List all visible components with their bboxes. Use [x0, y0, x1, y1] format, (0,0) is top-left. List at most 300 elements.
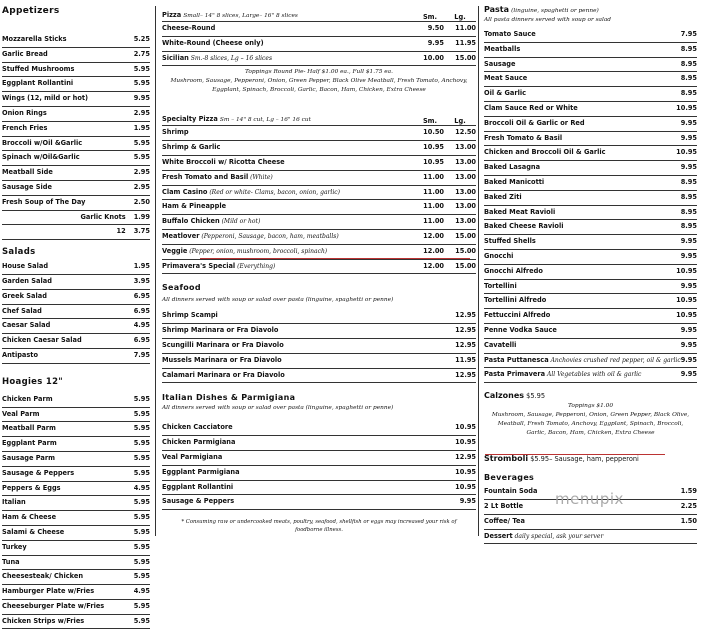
item-name: House Salad [2, 262, 49, 271]
item-name-wrap [484, 339, 667, 353]
pasta-row [484, 191, 697, 206]
item-name: Spinach w/Oil&Garlic [2, 153, 80, 162]
item-price: 12.95 [455, 340, 476, 349]
item-price: 1.50 [680, 516, 697, 525]
item-name: Ham & Cheese [2, 513, 57, 522]
item-price: 5.95 [133, 542, 150, 551]
item-name: Fresh Tomato & Basil [484, 133, 563, 142]
disclaimer: * Consuming raw or undercooked meats, poultry, seafood, shellfish or eggs may increased your risk of foodborne illness. [181, 519, 457, 534]
specialty-row [162, 215, 476, 230]
item-price: 5.95 [133, 513, 150, 522]
item-name-wrap [484, 161, 667, 175]
item-price: 8.95 [680, 177, 697, 186]
item-name: Stuffed Mushrooms [2, 64, 75, 73]
item-price: 8.95 [680, 44, 697, 53]
pasta-row [484, 43, 697, 58]
item-price-small: 9.50 [427, 24, 444, 32]
item-name: Turkey [2, 542, 27, 551]
item-name-wrap [484, 265, 667, 279]
item-name: Salami & Cheese [2, 527, 65, 536]
item-name-wrap [2, 305, 122, 319]
item-name: Peppers & Eggs [2, 483, 61, 492]
item-price: 8.95 [680, 89, 697, 98]
garlic-knots-12-row [2, 225, 150, 240]
italian-row [162, 495, 476, 510]
item-name: Baked Meat Ravioli [484, 207, 556, 216]
pasta-row [484, 28, 697, 43]
hoagie-row [2, 452, 150, 467]
item-price: 4.95 [133, 321, 150, 330]
item-note: (Pepperoni, Sausage, bacon, ham, meatballs) [199, 232, 339, 240]
item-name: Calamari Marinara or Fra Diavolo [162, 370, 285, 379]
item-price: 4.95 [133, 483, 150, 492]
specialty-row [162, 126, 476, 141]
item-price: 12.95 [455, 326, 476, 335]
salad-row [2, 334, 150, 349]
pizza-toppings-line: Toppings Round Pie- Half $1.00 ea., Full $1.75 ea. [245, 69, 393, 76]
pasta-row [484, 354, 697, 369]
item-name: Greek Salad [2, 291, 47, 300]
item-price: 8.95 [680, 222, 697, 231]
item-name: Meatball Side [2, 168, 53, 177]
item-price: 12.95 [455, 452, 476, 461]
dessert-row [484, 530, 697, 545]
right-column [484, 0, 697, 544]
item-price: 5.95 [133, 439, 150, 448]
item-name: Cavatelli [484, 340, 517, 349]
hoagie-row [2, 467, 150, 482]
item-name: Hamburger Plate w/Fries [2, 587, 95, 596]
item-name-wrap [2, 290, 122, 304]
item-price-small: 10.50 [423, 128, 444, 137]
italian-row [162, 421, 476, 436]
item-name: Cheesesteak/ Chicken [2, 572, 84, 581]
hoagies-title: Hoagies 12" [2, 376, 64, 387]
item-price: 7.95 [680, 30, 697, 38]
garlic-knots-qty: 12 [116, 227, 126, 236]
item-name-wrap [162, 436, 436, 450]
appetizer-row [2, 196, 150, 211]
item-name-wrap [162, 186, 416, 200]
item-name: Veal Parmigiana [162, 452, 223, 461]
seafood-row [162, 339, 476, 354]
item-name: Fettuccini Alfredo [484, 311, 551, 320]
item-name: Meatballs [484, 44, 521, 53]
item-name-wrap [2, 452, 122, 466]
item-name-wrap [162, 324, 436, 338]
item-price: 6.95 [133, 291, 150, 300]
item-note: (Everything) [235, 262, 276, 270]
item-name: Chef Salad [2, 306, 42, 315]
item-name: Mussels Marinara or Fra Diavolo [162, 355, 282, 364]
item-name-wrap [162, 466, 436, 480]
item-name: Wings (12, mild or hot) [2, 94, 89, 103]
item-name: Sausage & Peppers [2, 468, 75, 477]
item-price-large: 13.00 [455, 217, 476, 226]
item-name: Baked Cheese Ravioli [484, 222, 564, 231]
item-price: 9.95 [680, 355, 697, 364]
appetizer-row [2, 77, 150, 92]
item-price: 9.95 [680, 163, 697, 172]
specialty-row [162, 186, 476, 201]
item-price: 5.95 [133, 153, 150, 162]
menupix-watermark: menupix [555, 490, 624, 508]
item-name: Tuna [2, 557, 20, 566]
item-name-wrap [484, 220, 667, 234]
appetizer-row [2, 166, 150, 181]
middle-column [162, 0, 476, 534]
pasta-row [484, 324, 697, 339]
calzones-title: Calzones [484, 391, 525, 401]
pizza-header [162, 5, 476, 22]
dessert-note: daily special, ask your server [512, 532, 604, 540]
item-name: Scungilli Marinara or Fra Diavolo [162, 340, 284, 349]
item-price: 9.95 [133, 94, 150, 103]
beverages-title: Beverages [484, 473, 535, 483]
item-name-wrap [162, 369, 436, 383]
item-name-wrap [2, 570, 122, 584]
item-name-wrap [484, 146, 667, 160]
item-name-wrap [484, 28, 667, 42]
item-price-small: 12.00 [423, 246, 444, 255]
garlic-knots-label: Garlic Knots [80, 212, 126, 221]
item-name-wrap [2, 408, 122, 422]
item-name-wrap [484, 58, 667, 72]
seafood-row [162, 369, 476, 384]
hoagie-row [2, 541, 150, 556]
item-name-wrap [484, 191, 667, 205]
item-price: 10.95 [676, 266, 697, 275]
item-price: 5.95 [133, 138, 150, 147]
specialty-header [162, 109, 476, 126]
item-name-wrap [2, 496, 122, 510]
item-name: Pasta Primavera [484, 370, 546, 379]
hoagie-row [2, 600, 150, 615]
item-price-small: 10.95 [423, 143, 444, 152]
item-price: 6.95 [133, 306, 150, 315]
item-price: 1.95 [133, 262, 150, 271]
left-column [2, 0, 150, 629]
item-name: Sausage [484, 59, 516, 68]
item-name-wrap [2, 77, 122, 91]
item-name-wrap [162, 126, 416, 140]
item-name-wrap [2, 334, 122, 348]
appetizer-row [2, 181, 150, 196]
item-name-wrap [484, 87, 667, 101]
item-name: Buffalo Chicken [162, 217, 220, 226]
item-price: 10.95 [676, 311, 697, 320]
item-name-wrap [484, 235, 667, 249]
item-price: 2.95 [133, 182, 150, 191]
item-name: Shrimp & Garlic [162, 143, 221, 152]
item-name-wrap [2, 526, 122, 540]
item-name-wrap [162, 141, 416, 155]
specialty-list [162, 126, 476, 274]
pasta-row [484, 220, 697, 235]
italian-title: Italian Dishes & Parmigiana [162, 393, 296, 403]
item-price: 10.95 [455, 482, 476, 491]
item-price-large: 12.50 [455, 128, 476, 137]
item-price-large: 15.00 [455, 231, 476, 240]
item-name-wrap [2, 615, 122, 629]
dessert-label: Dessert [484, 531, 513, 540]
item-name-wrap [2, 107, 122, 121]
salad-row [2, 260, 150, 275]
hoagie-row [2, 615, 150, 629]
specialty-sub: Sm – 14" 8 cut, Lg – 16" 16 cut [219, 117, 311, 124]
item-price: 5.95 [133, 572, 150, 581]
item-name: White Broccoli w/ Ricotta Cheese [162, 157, 285, 166]
pasta-row [484, 72, 697, 87]
specialty-row [162, 200, 476, 215]
item-price: 9.95 [680, 281, 697, 290]
item-price-small: 10.00 [423, 53, 444, 62]
item-name: Primavera's Special [162, 261, 236, 270]
pizza-col-lg: Lg. [454, 13, 466, 21]
item-price: 10.95 [455, 438, 476, 447]
item-name: Veal Parm [2, 409, 40, 418]
item-name: Chicken Strips w/Fries [2, 616, 85, 625]
item-price: 5.95 [133, 601, 150, 610]
item-price: 9.95 [680, 370, 697, 379]
item-name: 2 Lt Bottle [484, 501, 524, 510]
item-price-small: 11.00 [423, 172, 444, 181]
salad-row [2, 275, 150, 290]
item-name-wrap [484, 72, 667, 86]
hoagie-row [2, 482, 150, 497]
item-name-wrap [2, 275, 122, 289]
salads-list [2, 260, 150, 364]
item-name: Gnocchi Alfredo [484, 266, 543, 275]
item-price-large: 13.00 [455, 172, 476, 181]
item-name-wrap [484, 250, 667, 264]
specialty-row [162, 141, 476, 156]
hoagie-row [2, 422, 150, 437]
item-price: 2.50 [133, 197, 150, 206]
item-price-small: 11.00 [423, 217, 444, 226]
appetizer-row [2, 92, 150, 107]
item-name: Caesar Salad [2, 321, 51, 330]
item-price-small: 10.95 [423, 157, 444, 166]
pizza-row [162, 52, 476, 67]
beverage-row [484, 515, 697, 530]
item-name: Clam Sauce Red or White [484, 103, 578, 112]
item-price: 12.95 [455, 311, 476, 320]
item-name: Tomato Sauce [484, 30, 536, 38]
item-price: 5.95 [133, 409, 150, 418]
item-price: 9.95 [680, 237, 697, 246]
pizza-row [162, 22, 476, 37]
hoagie-row [2, 408, 150, 423]
item-price: 3.95 [133, 276, 150, 285]
calzones-toppings-line: Toppings $1.00 [567, 403, 614, 410]
appetizer-row [2, 137, 150, 152]
item-name-wrap [484, 43, 667, 57]
item-name: Chicken Parm [2, 394, 53, 403]
item-name: Penne Vodka Sauce [484, 325, 557, 334]
item-note: Sm.-8 slices, Lg – 16 slices [188, 54, 273, 62]
item-name-wrap [162, 215, 416, 229]
item-name-wrap [162, 339, 436, 353]
item-name: Baked Manicotti [484, 177, 545, 186]
pasta-row [484, 309, 697, 324]
calzones-header [484, 391, 697, 400]
hoagie-row [2, 393, 150, 408]
item-name: Broccoli Oil & Garlic or Red [484, 118, 585, 127]
pasta-list [484, 28, 697, 383]
item-price: 1.95 [133, 123, 150, 132]
item-price: 5.95 [133, 453, 150, 462]
pasta-row [484, 265, 697, 280]
item-name-wrap [484, 368, 667, 382]
item-name: Sausage Side [2, 182, 52, 191]
item-name-wrap [162, 230, 416, 244]
item-name-wrap [2, 137, 122, 151]
italian-list [162, 421, 476, 510]
item-name-wrap [2, 260, 122, 274]
appetizer-row [2, 33, 150, 48]
item-name-wrap [162, 52, 416, 66]
item-name-wrap [2, 467, 122, 481]
stromboli-header [484, 454, 697, 463]
item-name-wrap [162, 481, 436, 495]
item-name: Eggplant Rollantini [162, 482, 234, 491]
item-name: Veggie [162, 246, 188, 255]
pasta-row [484, 294, 697, 309]
item-name-wrap [2, 393, 122, 407]
item-price: 5.95 [133, 616, 150, 625]
item-note: (Mild or hot) [219, 218, 261, 226]
appetizer-row [2, 63, 150, 78]
pasta-row [484, 146, 697, 161]
item-price-large: 15.00 [455, 53, 476, 62]
item-price: 9.95 [459, 497, 476, 506]
item-price: 2.25 [680, 501, 697, 510]
item-name: Italian [2, 498, 26, 507]
pasta-row [484, 235, 697, 250]
item-name: Gnocchi [484, 251, 514, 260]
specialty-col-sm: Sm. [422, 117, 438, 126]
item-price: 2.75 [133, 49, 150, 58]
pasta-row [484, 206, 697, 221]
item-price: 10.95 [676, 296, 697, 305]
item-name-wrap [2, 63, 122, 77]
item-price: 6.95 [133, 336, 150, 345]
pasta-row [484, 368, 697, 383]
item-name: Tortellini Alfredo [484, 296, 547, 305]
item-name-wrap [2, 122, 122, 136]
item-price-large: 13.00 [455, 187, 476, 196]
salad-row [2, 305, 150, 320]
item-name-wrap [2, 151, 122, 165]
italian-row [162, 436, 476, 451]
item-name-wrap [484, 206, 667, 220]
hoagie-row [2, 526, 150, 541]
item-price: 1.59 [680, 487, 697, 496]
seafood-title: Seafood [162, 283, 201, 293]
stromboli-desc: $5.95– Sausage, ham, pepperoni [530, 455, 639, 464]
item-price-small: 9.95 [427, 38, 444, 47]
item-name: Broccoli w/Oil &Garlic [2, 138, 83, 147]
item-name-wrap [2, 349, 122, 363]
item-name: White-Round (Cheese only) [162, 38, 264, 47]
item-name: Baked Lasagna [484, 163, 541, 172]
item-price: 11.95 [455, 355, 476, 364]
item-price: 5.95 [133, 79, 150, 88]
item-name-wrap [484, 324, 667, 338]
item-price-small: 11.00 [423, 202, 444, 211]
divider-right [478, 6, 479, 536]
pizza-title: Pizza [162, 11, 182, 19]
item-name-wrap [484, 132, 667, 146]
item-price: 8.95 [680, 74, 697, 83]
appetizers-list [2, 33, 150, 211]
calzones-price: $5.95 [526, 392, 546, 401]
item-name-wrap [2, 319, 122, 333]
pasta-row [484, 280, 697, 295]
item-name-wrap [162, 260, 416, 274]
item-name-wrap [162, 354, 436, 368]
item-price: 8.95 [680, 192, 697, 201]
specialty-row [162, 171, 476, 186]
item-name-wrap [162, 495, 436, 509]
seafood-list [162, 309, 476, 383]
item-name: Tortellini [484, 281, 517, 290]
specialty-col-lg: Lg. [454, 117, 466, 126]
italian-row [162, 451, 476, 466]
hoagie-row [2, 570, 150, 585]
item-price: 8.95 [680, 59, 697, 68]
specialty-row [162, 260, 476, 275]
item-name-wrap [2, 541, 122, 555]
item-name: Eggplant Parmigiana [162, 467, 240, 476]
item-price: 5.95 [133, 394, 150, 403]
italian-row [162, 466, 476, 481]
item-name: Coffee/ Tea [484, 516, 525, 525]
item-price-large: 13.00 [455, 157, 476, 166]
pasta-sub: (linguine, spaghetti or penne) [511, 8, 599, 14]
item-name: Pasta Puttanesca [484, 355, 549, 364]
item-name: Antipasto [2, 350, 38, 359]
item-name: Eggplant Rollantini [2, 79, 74, 88]
hoagies-list [2, 393, 150, 629]
item-price-small: 12.00 [423, 231, 444, 240]
item-note: (Red or white- Clams, bacon, onion, garlic) [207, 188, 340, 196]
pasta-row [484, 102, 697, 117]
specialty-row [162, 230, 476, 245]
item-price-small: 12.00 [423, 261, 444, 270]
pasta-row [484, 58, 697, 73]
stromboli-title: Stromboli [484, 454, 529, 464]
item-price: 4.95 [133, 587, 150, 596]
item-price-large: 15.00 [455, 261, 476, 270]
item-name-wrap [162, 22, 416, 36]
item-name: Oil & Garlic [484, 89, 527, 98]
appetizer-row [2, 122, 150, 137]
item-price: 9.95 [680, 133, 697, 142]
hoagie-row [2, 437, 150, 452]
item-note: All Vegetables with oil & garlic [545, 371, 642, 379]
item-price: 9.95 [680, 251, 697, 260]
seafood-row [162, 324, 476, 339]
item-price: 9.95 [680, 325, 697, 334]
pasta-row [484, 250, 697, 265]
item-name-wrap [484, 176, 667, 190]
item-name: Fountain Soda [484, 487, 538, 496]
item-name-wrap [162, 37, 416, 51]
hoagie-row [2, 496, 150, 511]
pizza-col-sm: Sm. [422, 13, 438, 21]
